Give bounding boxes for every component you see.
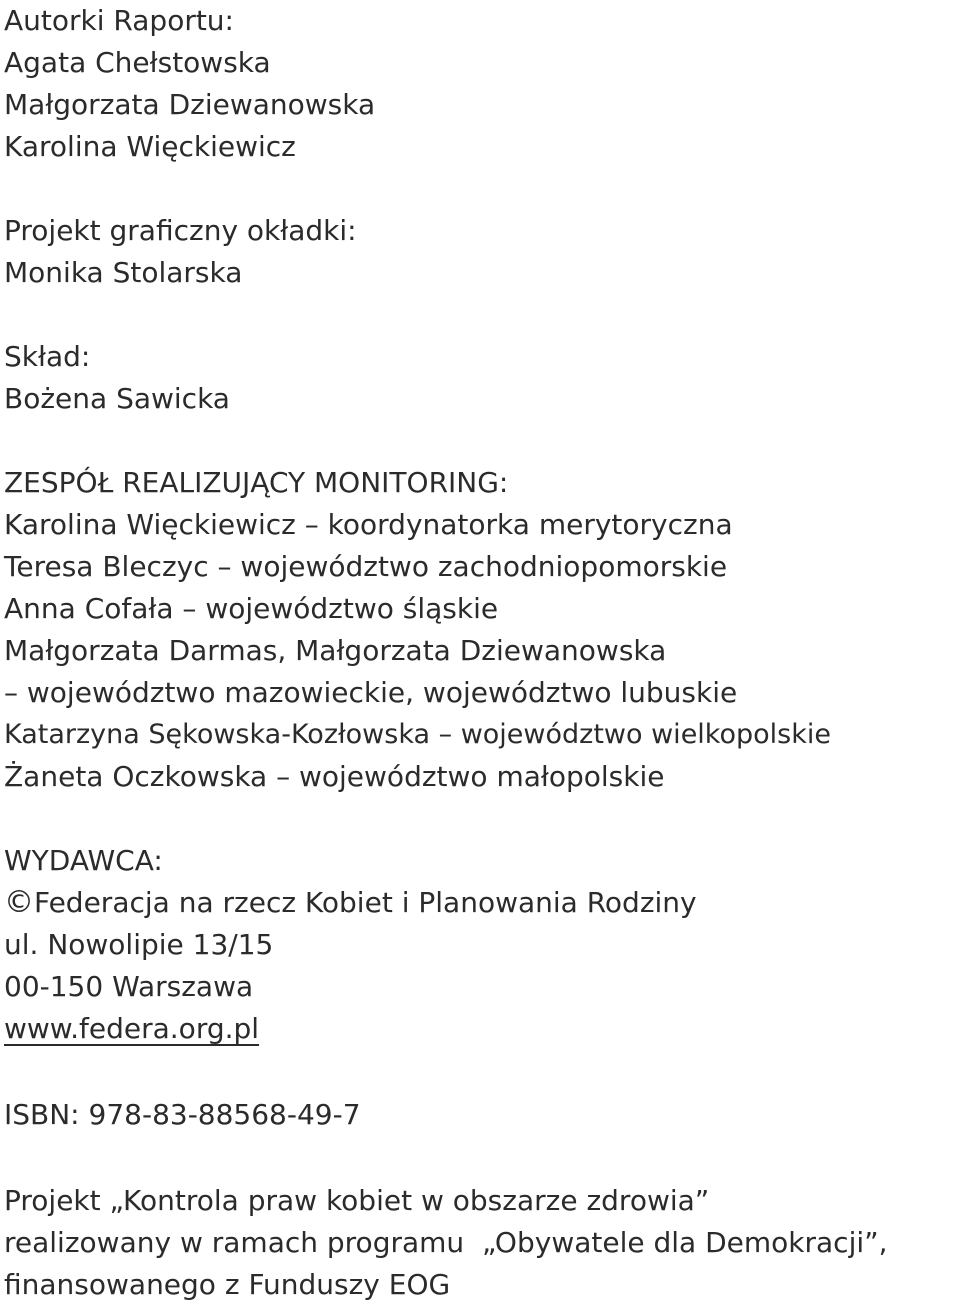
monitoring-team-heading: ZESPÓŁ REALIZUJĄCY MONITORING: bbox=[4, 466, 509, 499]
publisher-heading: WYDAWCA: bbox=[4, 844, 163, 877]
author-name: Agata Chełstowska bbox=[4, 46, 271, 79]
spacer bbox=[4, 798, 958, 840]
spacer bbox=[4, 420, 958, 462]
team-member-line: Karolina Więckiewicz – koordynatorka merytoryczna bbox=[4, 508, 733, 541]
authors-heading: Autorki Raportu: bbox=[4, 4, 234, 37]
publisher-street: ul. Nowolipie 13/15 bbox=[4, 928, 274, 961]
author-name: Małgorzata Dziewanowska bbox=[4, 88, 376, 121]
authors-section bbox=[4, 0, 958, 168]
publisher-city: 00-150 Warszawa bbox=[4, 970, 254, 1003]
project-note-line: finansowanego z Funduszy EOG bbox=[4, 1268, 451, 1301]
publisher-name: Federacja na rzecz Kobiet i Planowania Rodziny bbox=[34, 886, 697, 919]
spacer bbox=[4, 1136, 958, 1180]
monitoring-team-section bbox=[4, 462, 958, 798]
team-member-line: Anna Cofała – województwo śląskie bbox=[4, 592, 499, 625]
project-note-section bbox=[4, 1180, 958, 1306]
team-member-line: Teresa Bleczyc – województwo zachodniopomorskie bbox=[4, 550, 728, 583]
publisher-section bbox=[4, 840, 958, 1050]
team-member-line: Żaneta Oczkowska – województwo małopolskie bbox=[4, 760, 665, 793]
project-note-line: realizowany w ramach programu „Obywatele dla Demokracji”, bbox=[4, 1226, 888, 1259]
copyright-icon: © bbox=[4, 885, 34, 920]
spacer bbox=[4, 294, 958, 336]
team-member-line: Małgorzata Darmas, Małgorzata Dziewanowska bbox=[4, 634, 667, 667]
team-member-line: Katarzyna Sękowska-Kozłowska – województwo wielkopolskie bbox=[4, 719, 831, 750]
typesetting-heading: Skład: bbox=[4, 340, 91, 373]
author-name: Karolina Więckiewicz bbox=[4, 130, 296, 163]
isbn-number: ISBN: 978-83-88568-49-7 bbox=[4, 1098, 361, 1131]
spacer bbox=[4, 168, 958, 210]
typesetter-name: Bożena Sawicka bbox=[4, 382, 230, 415]
cover-designer-name: Monika Stolarska bbox=[4, 256, 243, 289]
cover-design-section bbox=[4, 210, 958, 294]
publisher-website-line bbox=[4, 1008, 958, 1050]
colophon-page bbox=[4, 0, 958, 1306]
publisher-website-link[interactable]: www.federa.org.pl bbox=[4, 1012, 260, 1045]
typesetting-section bbox=[4, 336, 958, 420]
spacer bbox=[4, 1050, 958, 1094]
cover-design-heading: Projekt graficzny okładki: bbox=[4, 214, 357, 247]
team-member-line: – województwo mazowieckie, województwo lubuskie bbox=[4, 676, 738, 709]
publisher-name-line bbox=[4, 882, 958, 924]
project-note-line: Projekt „Kontrola praw kobiet w obszarze zdrowia” bbox=[4, 1184, 710, 1217]
